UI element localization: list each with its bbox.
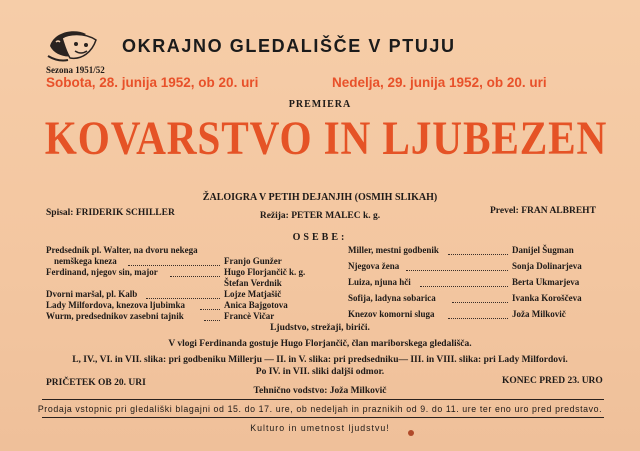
- dot-leader: [204, 320, 220, 321]
- cast-actor: Franjo Gunžer: [224, 256, 282, 266]
- intermission-note: Po IV. in VII. sliki daljši odmor.: [255, 367, 385, 377]
- cast-role: Miller, mestni godbenik: [348, 245, 439, 255]
- ticket-info: Prodaja vstopnic pri gledališki blagajni od 15. do 17. ure, ob nedeljah in praznikih od 9. do 11. ure ter eno uro pred predstavo.: [37, 404, 603, 414]
- cast-actor: Štefan Verdnik: [224, 278, 282, 288]
- start-time: PRIČETEK OB 20. URI: [46, 378, 146, 388]
- cast-actor: Lojze Matjašič: [224, 289, 282, 299]
- scene-locations: L, IV., VI. in VII. slika: pri godbeniku Millerju — II. in V. slika: pri predsedniku— III. in VIII. slika: pri Lady Milfordovi.: [72, 355, 568, 365]
- dot-leader: [200, 309, 220, 310]
- cast-role: Njegova žena: [348, 261, 400, 271]
- crowd-note: Ljudstvo, strežaji, biriči.: [270, 323, 370, 333]
- director: Režija: PETER MALEC k. g.: [259, 211, 381, 221]
- cast-actor: Sonja Dolinarjeva: [512, 261, 582, 271]
- cast-role: Predsednik pl. Walter, na dvoru nekega: [46, 245, 198, 255]
- dot-leader: [452, 302, 508, 303]
- date-sunday: Nedelja, 29. junija 1952, ob 20. uri: [332, 75, 547, 90]
- cast-actor: Hugo Florjančič k. g.: [224, 267, 306, 277]
- cast-role: nemškega kneza: [54, 256, 117, 266]
- cast-actor: Joža Milkovič: [512, 309, 566, 319]
- cast-heading: OSEBE:: [292, 232, 348, 243]
- theatre-masks-icon: [44, 24, 100, 64]
- play-subtitle: ŽALOIGRA V PETIH DEJANJIH (OSMIH SLIKAH): [202, 192, 438, 203]
- technical-director: Tehnično vodstvo: Joža Milkovič: [253, 386, 387, 396]
- cast-actor: Danijel Šugman: [512, 245, 574, 255]
- end-time: KONEC PRED 23. URO: [502, 376, 603, 386]
- divider-bottom: [42, 417, 604, 418]
- dot-leader: [406, 270, 508, 271]
- motto: Kulturo in umetnost ljudstvu!: [250, 423, 390, 433]
- author: Spisal: FRIDERIK SCHILLER: [46, 208, 175, 218]
- season: Sezona 1951/52: [46, 65, 105, 75]
- date-saturday: Sobota, 28. junija 1952, ob 20. uri: [46, 75, 259, 90]
- dot-leader: [448, 254, 508, 255]
- cast-actor: Francè Vičar: [224, 311, 275, 321]
- cast-role: Knezov komorni sluga: [348, 309, 435, 319]
- divider-top: [42, 399, 604, 400]
- dot-leader: [170, 276, 220, 277]
- dot-leader: [128, 265, 220, 266]
- cast-role: Lady Milfordova, knezova ljubimka: [46, 300, 186, 310]
- cast-actor: Berta Ukmarjeva: [512, 277, 580, 287]
- play-title: KOVARSTVO IN LJUBEZEN: [44, 112, 608, 165]
- dot-leader: [146, 298, 220, 299]
- cast-actor: Anica Bajgotova: [224, 300, 288, 310]
- dot-leader: [420, 286, 508, 287]
- cast-role: Sofija, ladyna sobarica: [348, 293, 436, 303]
- cast-role: Dvorni maršal, pl. Kalb: [46, 289, 138, 299]
- cast-role: Ferdinand, njegov sin, major: [46, 267, 158, 277]
- cast-role: Wurm, predsednikov zasebni tajnik: [46, 311, 184, 321]
- pin-mark: [408, 430, 414, 436]
- dot-leader: [448, 318, 508, 319]
- cast-actor: Ivanka Koroščeva: [512, 293, 582, 303]
- guest-note: V vlogi Ferdinanda gostuje Hugo Florjančič, član mariborskega gledališča.: [168, 339, 472, 349]
- cast-role: Luiza, njuna hči: [348, 277, 411, 287]
- premiere-label: PREMIERA: [288, 99, 352, 110]
- theatre-name: OKRAJNO GLEDALIŠČE V PTUJU: [122, 36, 456, 56]
- translator: Prevel: FRAN ALBREHT: [490, 206, 596, 216]
